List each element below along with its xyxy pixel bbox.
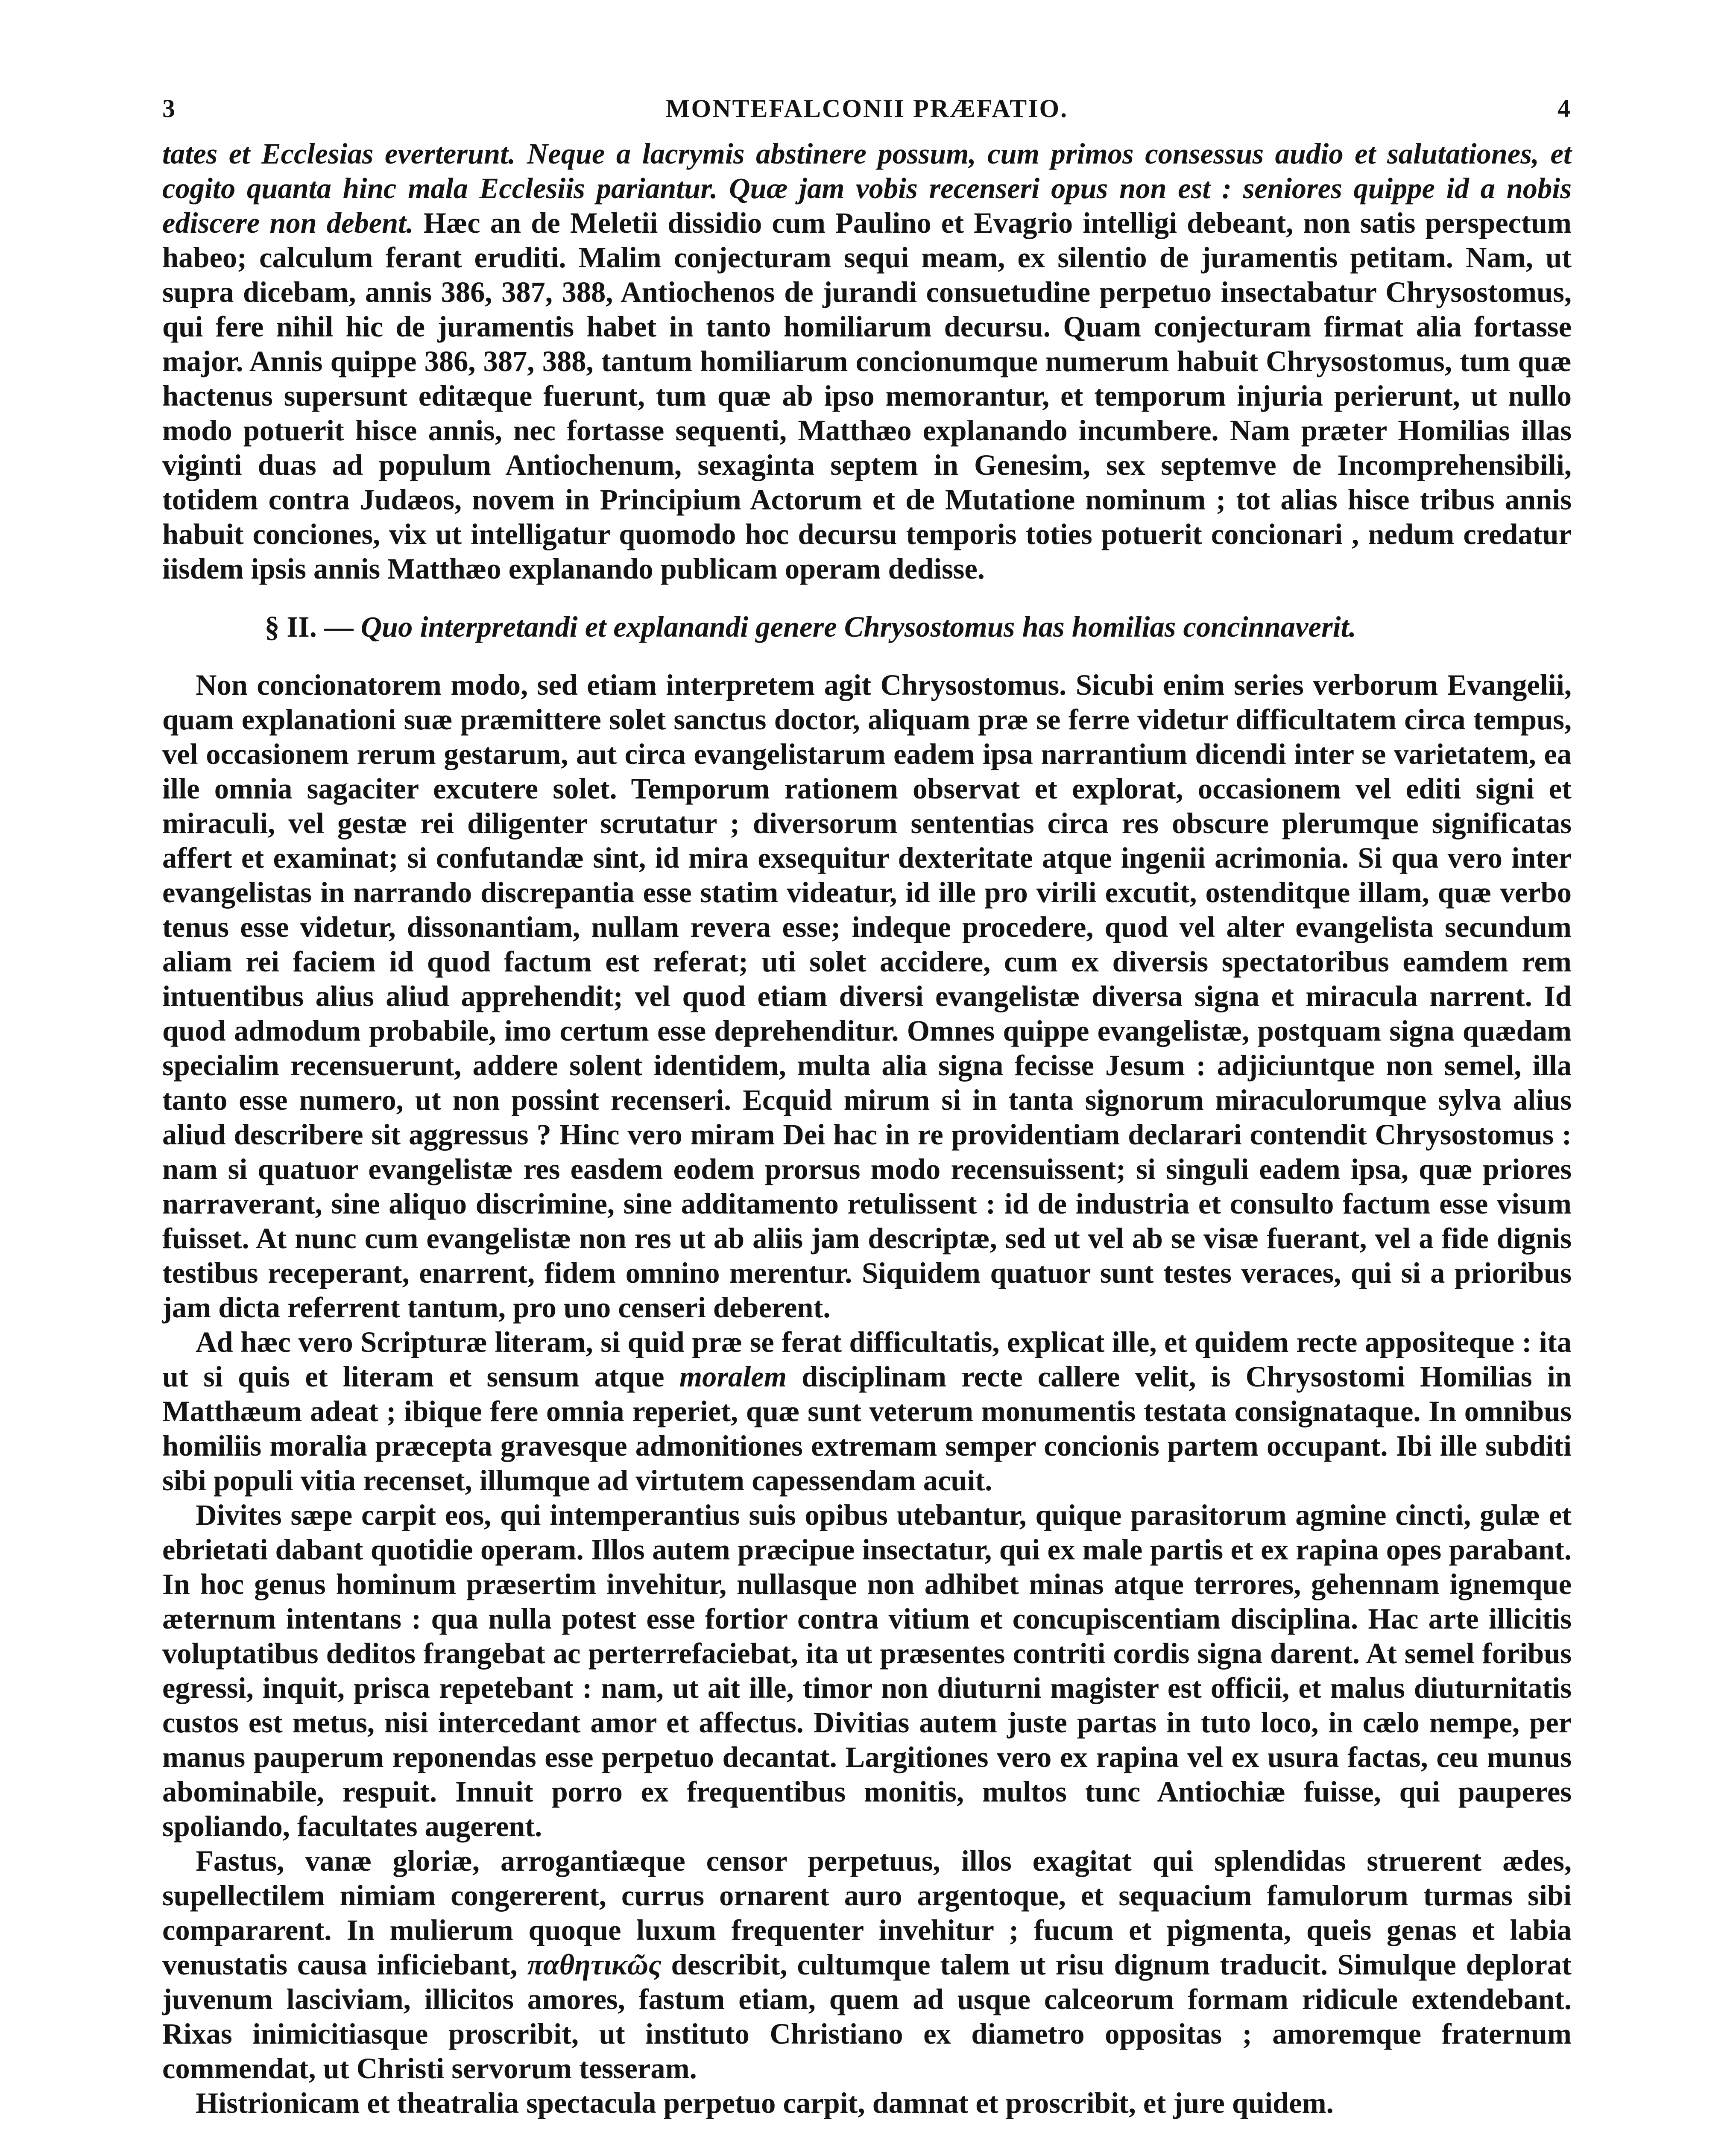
running-title: MONTEFALCONII PRÆFATIO. [665,94,1069,123]
paragraph-opening [162,137,1572,586]
paragraph-interpreter: Non concionatorem modo, sed etiam interpretem agit Chrysostomus. Sicubi enim series verborum Evangelii, quam explanationi suæ præmittere solet sanctus doctor, aliquam præ se ferre videtur difficultatem circa tempus, vel occasionem rerum gestarum, aut circa evangelistarum eadem ipsa narrantium dicendi inter se varietatem, ea ille omnia sagaciter excutere solet. Temporum rationem observat et explorat, occasionem vel editi signi et miraculi, vel gestæ rei diligenter scrutatur ; diversorum sententias circa res obscure plerumque significatas affert et examinat; si confutandæ sint, id mira exsequitur dexteritate atque ingenii acrimonia. Si qua vero inter evangelistas in narrando discrepantia esse statim videatur, id ille pro virili excutit, ostenditque illam, quæ verbo tenus esse videtur, dissonantiam, nullam revera esse; indeque procedere, quod vel alter evangelista secundum aliam rei faciem id quod factum est referat; uti solet accidere, cum ex diversis spectatoribus eamdem rem intuentibus alius aliud apprehendit; vel quod etiam diversi evangelistæ diversa signa et miracula narrent. Id quod admodum probabile, imo certum esse deprehenditur. Omnes quippe evangelistæ, postquam signa quædam specialim recensuerunt, addere solent identidem, multa alia signa fecisse Jesum : adjiciuntque non semel, illa tanto esse numero, ut non possint recenseri. Ecquid mirum si in tanta signorum miraculorumque sylva alius aliud describere sit aggressus ? Hinc vero miram Dei hac in re providentiam declarari contendit Chrysostomus : nam si quatuor evangelistæ res easdem eodem prorsus modo recensuissent; si singuli eadem ipsa, quæ priores narraverant, sine aliquo discrimine, sine additamento retulissent : id de industria et consulto factum esse visum fuisset. At nunc cum evangelistæ non res ut ab aliis jam descriptæ, sed ut vel ab se visæ fuerant, vel a fide dignis testibus receperant, enarrent, fidem omnino merentur. Siquidem quatuor sunt testes veraces, qui si a prioribus jam dicta referrent tantum, pro uno censeri deberent. [162,669,1572,1324]
page-number-left: 3 [162,94,176,123]
fastus-text-a: Fastus, vanæ gloriæ, arrogantiæque censor perpetuus, illos exagitat qui splendidas struerent ædes, supellectilem nimiam congererent, currus ornarent auro argentoque, et sequacium famulorum turmas sibi compararent. In mulierum quoque luxum frequenter invehitur ; fucum et pigmenta, queis genas et labia venustatis causa inficiebant, [162,1845,1572,1981]
paragraph-divites: Divites sæpe carpit eos, qui intemperantius suis opibus utebantur, quique parasitorum agmine cincti, gulæ et ebrietati dabant quotidie operam. Illos autem præcipue insectatur, qui ex male partis et ex rapina opes parabant. In hoc genus hominum præsertim invehitur, nullasque non adhibet minas atque terrores, gehennam ignemque æternum intentans : qua nulla potest esse fortior contra vitium et concupiscentiam disciplina. Hac arte illicitis voluptatibus deditos frangebat ac perterrefaciebat, ita ut præsentes contriti cordis signa darent. At semel foribus egressi, inquit, prisca repetebant : nam, ut ait ille, timor non diuturni magister est officii, et malus diuturnitatis custos est metus, nisi intercedant amor et affectus. Divitias autem juste partas in tuto loco, in cælo nempe, per manus pauperum reponendas esse perpetuo decantat. Largitiones vero ex rapina vel ex usura factas, ceu munus abominabile, respuit. Innuit porro ex frequentibus monitis, multos tunc Antiochiæ fuisse, qui pauperes spoliando, facultates augerent. [162,1499,1572,1843]
fastus-text-b: describit, cultumque talem ut risu dignum traducit. Simulque deplorat juvenum lasciviam, illicitos amores, fastum etiam, quem ad usque calceorum formam ridicule extendebant. Rixas inimicitiasque proscribit, ut instituto Christiano ex diametro oppositas ; amoremque fraternum commendat, ut Christi servorum tesseram. [162,1948,1572,2085]
paragraph-fastus [162,1844,1572,2086]
moralem-word: moralem [679,1360,787,1393]
book-page [162,90,1572,2120]
running-head [162,90,1572,137]
section-title: Quo interpretandi et explanandi genere Chrysostomus has homilias concinnaverit. [360,611,1356,643]
page-number-right: 4 [1557,94,1572,123]
opening-quotation: tates et Ecclesias everterunt. Neque a lacrymis abstinere possum, cum primos consessus audio et salutationes, et cogito quanta hinc mala Ecclesiis pariantur. Quæ jam vobis recenseri opus non est : seniores quippe id a nobis ediscere non debent. [162,137,1572,239]
section-dash: — [324,611,354,643]
scripture-text-b: disciplinam recte callere velit, is Chrysostomi Homilias in Matthæum adeat ; ibique fere omnia reperiet, quæ sunt veterum monumentis testata consignataque. In omnibus homiliis moralia præcepta gravesque admonitiones extremam semper concionis partem occupant. Ibi ille subditi sibi populi vitia recenset, illumque ad virtutem capessendam acuit. [162,1360,1572,1497]
greek-word: παθητικῶς [527,1948,662,1981]
scripture-text-a: Ad hæc vero Scripturæ literam, si quid præ se ferat difficultatis, explicat ille, et quidem recte appositeque : ita ut si quis et literam et sensum atque [162,1326,1572,1393]
opening-commentary: Hæc an de Meletii dissidio cum Paulino et Evagrio intelligi debeant, non satis perspectum habeo; calculum ferant eruditi. Malim conjecturam sequi meam, ex silentio de juramentis petitam. Nam, ut supra dicebam, annis 386, 387, 388, Antiochenos de jurandi consuetudine perpetuo insectabatur Chrysostomus, qui fere nihil hic de juramentis habet in tanto homiliarum decursu. Quam conjecturam firmat alia fortasse major. Annis quippe 386, 387, 388, tantum homiliarum concionumque numerum habuit Chrysostomus, tum quæ hactenus supersunt editæque fuerunt, tum quæ ab ipso memorantur, et temporum injuria perierunt, ut nullo modo potuerit hisce annis, nec fortasse sequenti, Matthæo explanando incumbere. Nam præter Homilias illas viginti duas ad populum Antiochenum, sexaginta septem in Genesim, sex septemve de Incomprehensibili, totidem contra Judæos, novem in Principium Actorum et de Mutatione nominum ; tot alias hisce tribus annis habuit conciones, vix ut intelligatur quomodo hoc decursu temporis toties potuerit concionari , nedum credatur iisdem ipsis annis Matthæo explanando publicam operam dedisse. [162,207,1572,585]
section-marker: § II. [265,611,317,643]
section-heading [162,610,1572,644]
paragraph-histrionicam: Histrionicam et theatralia spectacula perpetuo carpit, damnat et proscribit, et jure quidem. [196,2087,1334,2119]
paragraph-scripture-letter [162,1325,1572,1498]
